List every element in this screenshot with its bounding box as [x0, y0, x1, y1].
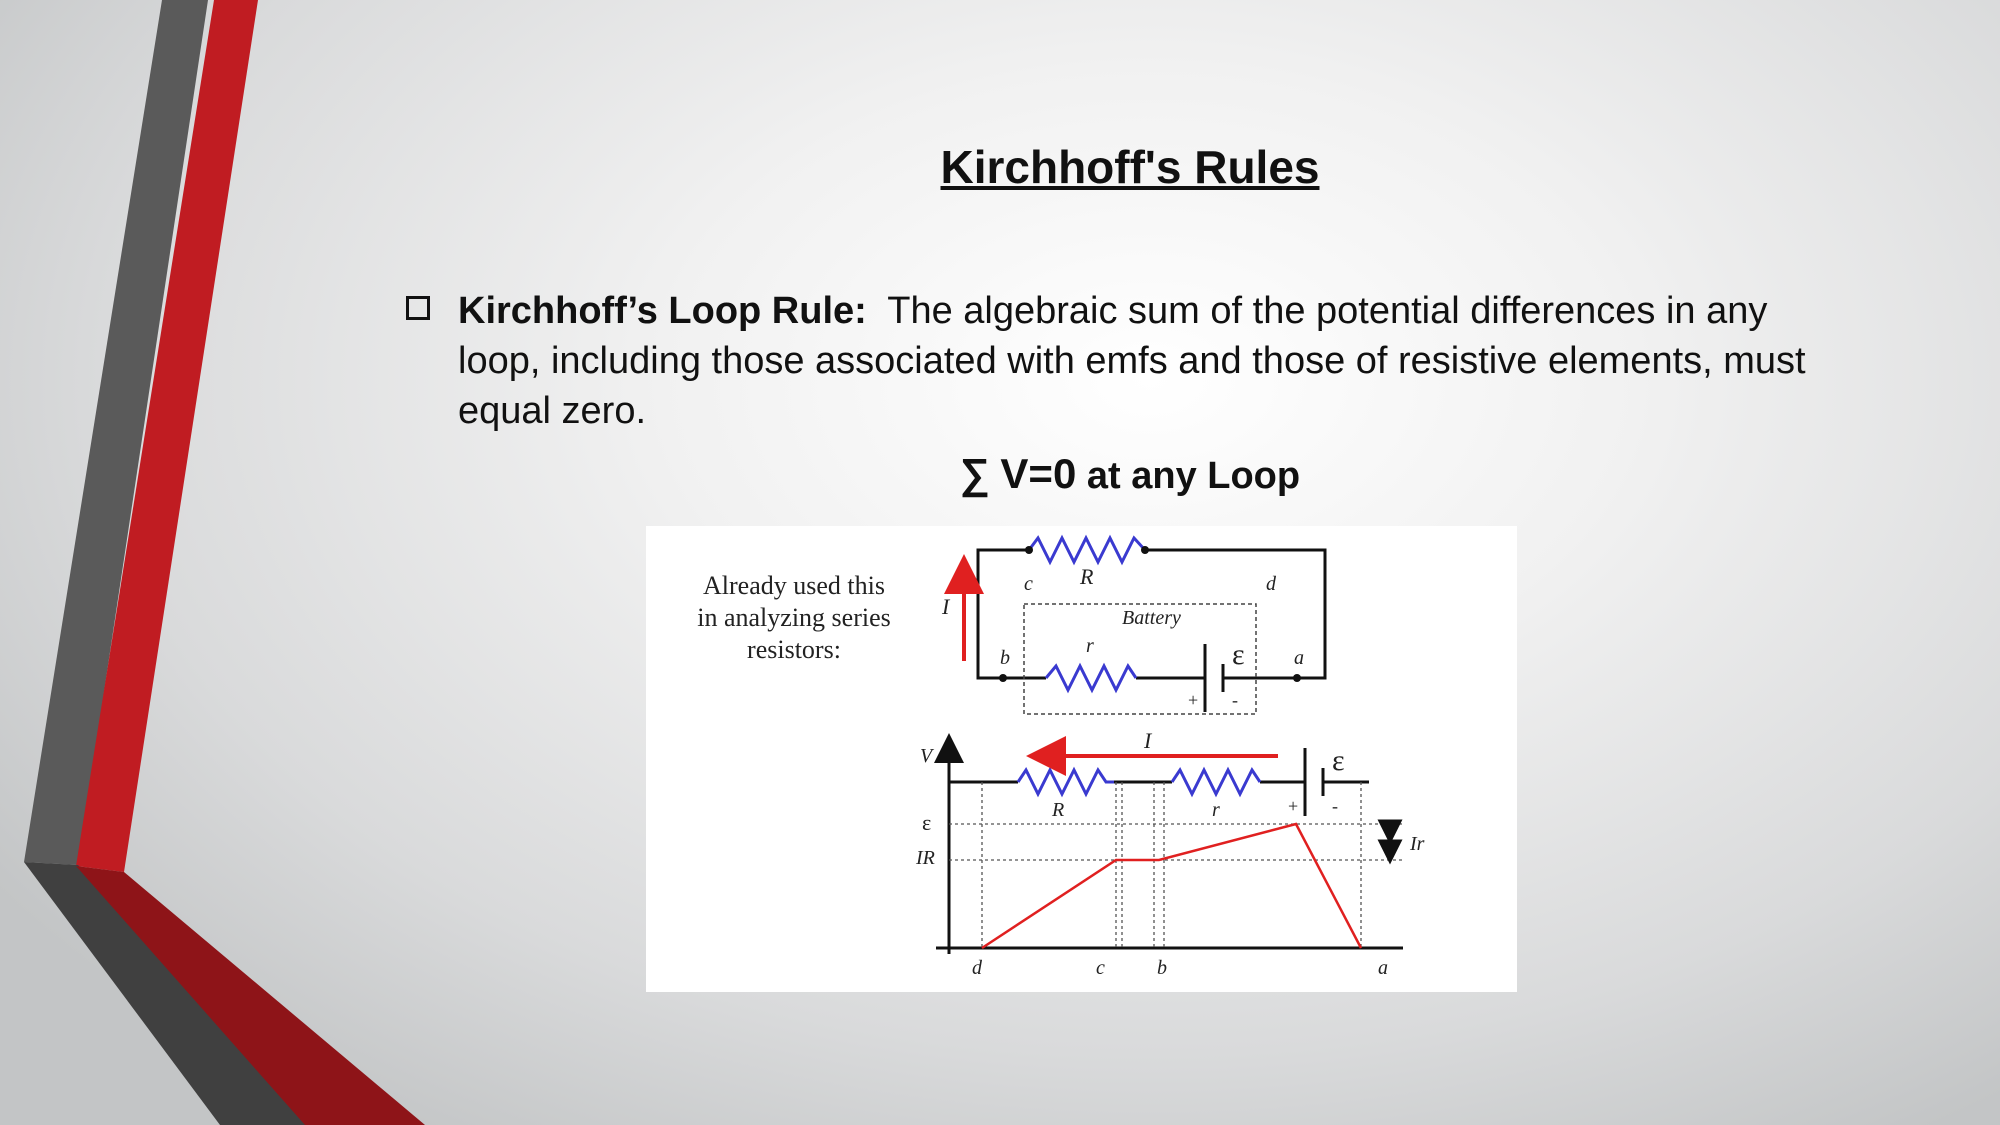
graph-label-emf-axis: ε: [922, 810, 932, 835]
loop-rule-formula: [0, 450, 2000, 498]
formula-suffix: at any Loop: [1086, 455, 1301, 497]
circuit-label-minus: -: [1232, 690, 1238, 710]
circuit-label-b: b: [1000, 647, 1010, 669]
checkbox-bullet-icon: [406, 296, 430, 320]
graph-resistor-r: [1172, 770, 1260, 794]
graph-label-IR: IR: [916, 847, 935, 869]
node-b-dot: [999, 674, 1007, 682]
graph-x-label-a: a: [1378, 957, 1388, 979]
node-d-dot: [1141, 546, 1149, 554]
formula-main: V=0: [1000, 450, 1077, 497]
graph-label-minus: -: [1332, 796, 1338, 816]
bullet-paragraph: [458, 286, 1858, 436]
sum-symbol: ∑: [959, 450, 990, 497]
node-a-dot: [1293, 674, 1301, 682]
resistor-R-top: [1029, 538, 1145, 562]
graph-label-V: V: [920, 745, 933, 767]
node-c-dot: [1025, 546, 1033, 554]
slide-title: Kirchhoff's Rules: [940, 141, 1320, 193]
graph-x-label-c: c: [1096, 957, 1105, 979]
graph-label-I: I: [1144, 728, 1152, 753]
circuit-label-R: R: [1080, 564, 1094, 589]
graph-x-label-d: d: [972, 957, 982, 979]
circuit-diagram-svg: [646, 526, 1517, 992]
graph-resistor-R: [1018, 770, 1114, 794]
graph-x-label-b: b: [1157, 957, 1167, 979]
resistor-r-bottom: [1046, 666, 1136, 690]
circuit-label-emf: ε: [1232, 638, 1245, 671]
circuit-label-r: r: [1086, 635, 1094, 657]
bullet-body: The algebraic sum of the potential differences in any loop, including those associated with emfs and those of resistive elements, must equal zero.: [458, 290, 1806, 432]
circuit-label-a: a: [1294, 647, 1304, 669]
circuit-label-c: c: [1024, 573, 1033, 595]
potential-curve: [982, 824, 1361, 948]
circuit-label-battery: Battery: [1122, 607, 1181, 629]
circuit-figure: [646, 526, 1517, 992]
graph-label-r: r: [1212, 799, 1220, 821]
note-line-2: in analyzing series: [697, 603, 891, 632]
circuit-label-I: I: [942, 594, 950, 619]
circuit-label-plus: +: [1188, 690, 1199, 710]
graph-label-Ir: Ir: [1410, 833, 1425, 855]
bullet-term: Kirchhoff’s Loop Rule:: [458, 290, 867, 332]
graph-label-plus: +: [1288, 796, 1299, 816]
note-line-1: Already used this: [703, 571, 885, 600]
graph-label-emf-battery: ε: [1332, 744, 1345, 777]
circuit-label-d: d: [1266, 573, 1276, 595]
note-line-3: resistors:: [747, 635, 841, 664]
graph-label-R: R: [1052, 799, 1065, 821]
